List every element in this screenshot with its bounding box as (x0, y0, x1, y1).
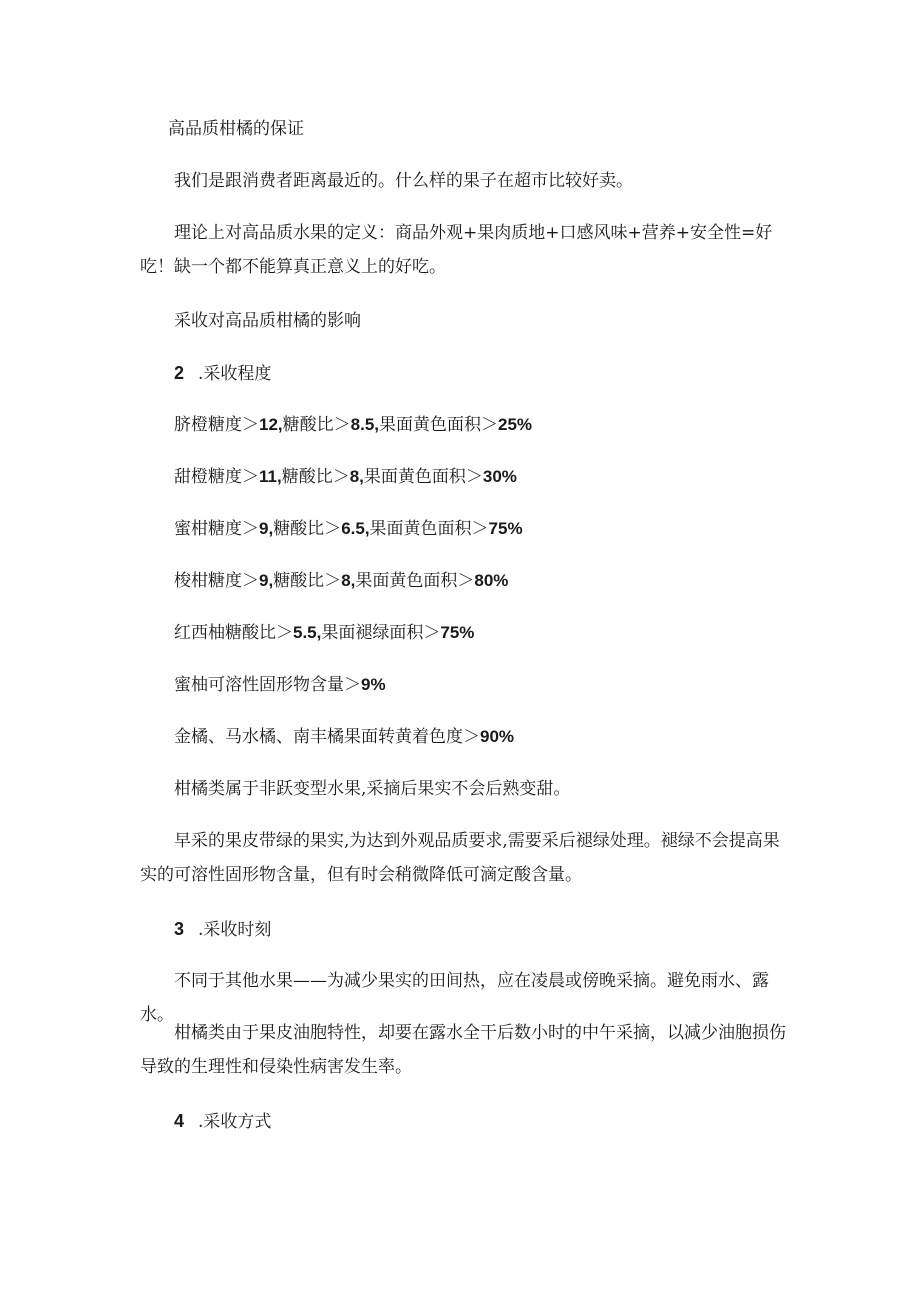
criteria-value: 25% (498, 415, 533, 434)
criteria-row-pomelo (140, 668, 788, 702)
criteria-label: 糖酸比＞ (281, 467, 350, 487)
criteria-label: 果面黄色面积＞ (355, 571, 475, 591)
timing-citrus-paragraph: 柑橘类由于果皮油胞特性，却要在露水全干后数小时的中午采摘，以减少油胞损伤导致的生理性和侵染性病害发生率。 (140, 1023, 786, 1077)
document-title: 高品质柑橘的保证 (168, 119, 304, 139)
criteria-row-kumquat (140, 720, 788, 754)
criteria-row-sweet-orange (140, 460, 788, 494)
criteria-row-grapefruit (140, 616, 788, 650)
criteria-label: 糖酸比＞ (273, 571, 342, 591)
intro-paragraph: 我们是跟消费者距离最近的。什么样的果子在超市比较好卖。 (174, 171, 633, 191)
criteria-value: 90% (480, 727, 515, 746)
criteria-value: 6.5, (341, 519, 370, 538)
criteria-label: 果面黄色面积＞ (369, 519, 489, 539)
section-4-title: .采收方式 (198, 1112, 272, 1132)
timing-other-paragraph: 不同于其他水果——为减少果实的田间热，应在凌晨或傍晚采摘。避免雨水、露水。 (140, 971, 769, 1025)
criteria-value: 11, (259, 467, 282, 486)
section-3-heading (140, 912, 788, 947)
criteria-label: 糖酸比＞ (273, 519, 342, 539)
criteria-value: 12, (259, 415, 283, 434)
criteria-value: 8, (341, 571, 356, 590)
criteria-label: 果面黄色面积＞ (379, 415, 498, 435)
criteria-label: 脐橙糖度＞ (174, 415, 259, 435)
criteria-row-suo-mandarin (140, 564, 788, 598)
criteria-label: 梭柑糖度＞ (174, 571, 259, 591)
criteria-value: 75% (488, 519, 523, 538)
criteria-label: 金橘、马水橘、南丰橘果面转黄着色度＞ (174, 727, 480, 747)
criteria-value: 5.5, (293, 623, 322, 642)
nonclimacteric-paragraph: 柑橘类属于非跃变型水果,采摘后果实不会后熟变甜。 (174, 779, 571, 799)
criteria-value: 9% (361, 675, 386, 694)
criteria-label: 甜橙糖度＞ (174, 467, 259, 487)
criteria-label: 蜜柚可溶性固形物含量＞ (174, 675, 361, 695)
criteria-value: 8, (349, 467, 364, 486)
criteria-value: 9, (259, 519, 274, 538)
criteria-row-mandarin (140, 512, 788, 546)
degreening-paragraph: 早采的果皮带绿的果实,为达到外观品质要求,需要采后褪绿处理。褪绿不会提高果实的可溶性固形物含量，但有时会稍微降低可滴定酸含量。 (140, 831, 780, 885)
criteria-label: 糖酸比＞ (282, 415, 351, 435)
criteria-row-navel-orange (140, 408, 788, 442)
criteria-label: 果面褪绿面积＞ (321, 623, 441, 643)
section-2-heading (140, 356, 788, 391)
criteria-value: 80% (474, 571, 509, 590)
criteria-value: 30% (482, 467, 517, 486)
harvest-heading: 采收对高品质柑橘的影响 (174, 311, 361, 331)
section-3-title: .采收时刻 (198, 920, 272, 940)
criteria-value: 75% (440, 623, 475, 642)
definition-paragraph: 理论上对高品质水果的定义：商品外观+果肉质地+口感风味+营养+安全性=好吃！缺一个都不能算真正意义上的好吃。 (140, 223, 773, 277)
section-2-number: 2 (174, 363, 185, 383)
section-4-number: 4 (174, 1111, 185, 1131)
section-2-title: .采收程度 (198, 364, 272, 384)
section-4-heading (140, 1104, 788, 1139)
criteria-label: 果面黄色面积＞ (363, 467, 483, 487)
criteria-label: 红西柚糖酸比＞ (174, 623, 293, 643)
criteria-value: 8.5, (350, 415, 379, 434)
criteria-value: 9, (259, 571, 274, 590)
section-3-number: 3 (174, 919, 185, 939)
criteria-label: 蜜柑糖度＞ (174, 519, 259, 539)
